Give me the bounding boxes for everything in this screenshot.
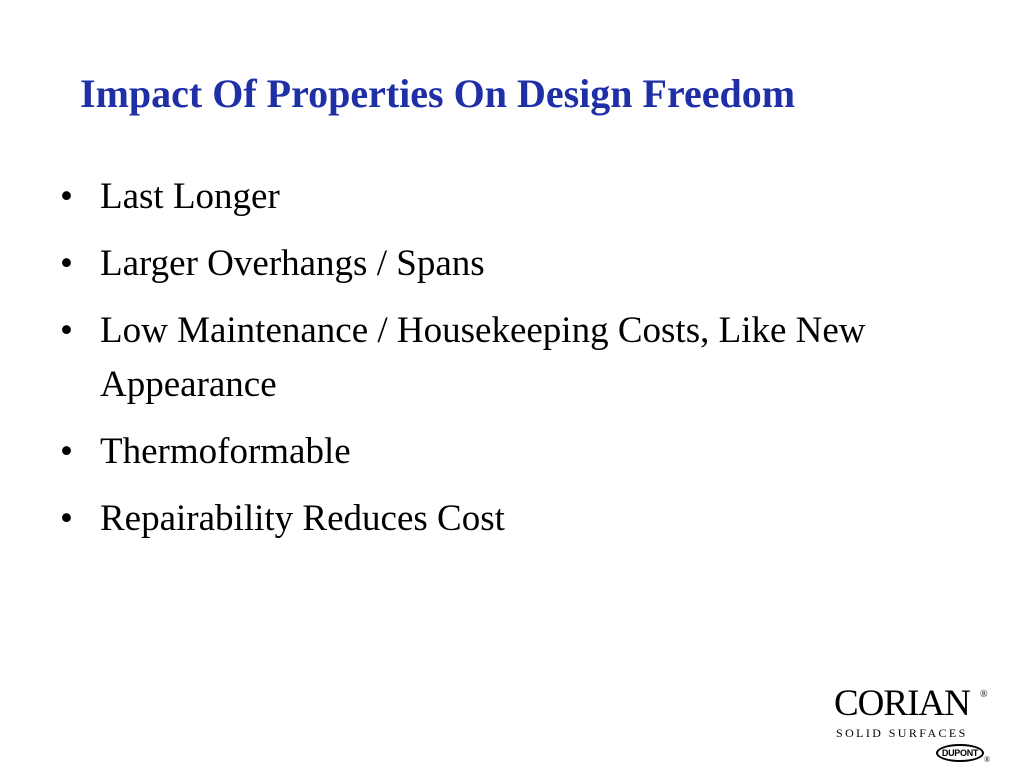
bullet-list bbox=[58, 170, 958, 559]
slide-title: Impact Of Properties On Design Freedom bbox=[80, 71, 796, 116]
bullet-marker: • bbox=[60, 310, 73, 351]
bullet-item bbox=[58, 304, 958, 412]
bullet-text: Low Maintenance / Housekeeping Costs, Like New Appearance bbox=[100, 310, 866, 405]
bullet-text: Repairability Reduces Cost bbox=[100, 498, 505, 539]
bullet-marker: • bbox=[60, 243, 73, 284]
bullet-item bbox=[58, 492, 958, 546]
bullet-text: Thermoformable bbox=[100, 431, 351, 472]
registered-mark: ® bbox=[980, 689, 988, 700]
bullet-text: Larger Overhangs / Spans bbox=[100, 243, 485, 284]
bullet-text: Last Longer bbox=[100, 176, 280, 217]
bullet-marker: • bbox=[60, 431, 73, 472]
bullet-item bbox=[58, 425, 958, 479]
logo-tagline: SOLID SURFACES bbox=[836, 726, 968, 740]
logo-brand: CORIAN bbox=[834, 683, 970, 724]
registered-mark: ® bbox=[984, 755, 991, 764]
bullet-marker: • bbox=[60, 176, 73, 217]
corian-logo bbox=[832, 684, 992, 766]
bullet-item bbox=[58, 170, 958, 224]
bullet-marker: • bbox=[60, 498, 73, 539]
bullet-item bbox=[58, 237, 958, 291]
dupont-oval-logo: DUPONT bbox=[936, 744, 984, 762]
